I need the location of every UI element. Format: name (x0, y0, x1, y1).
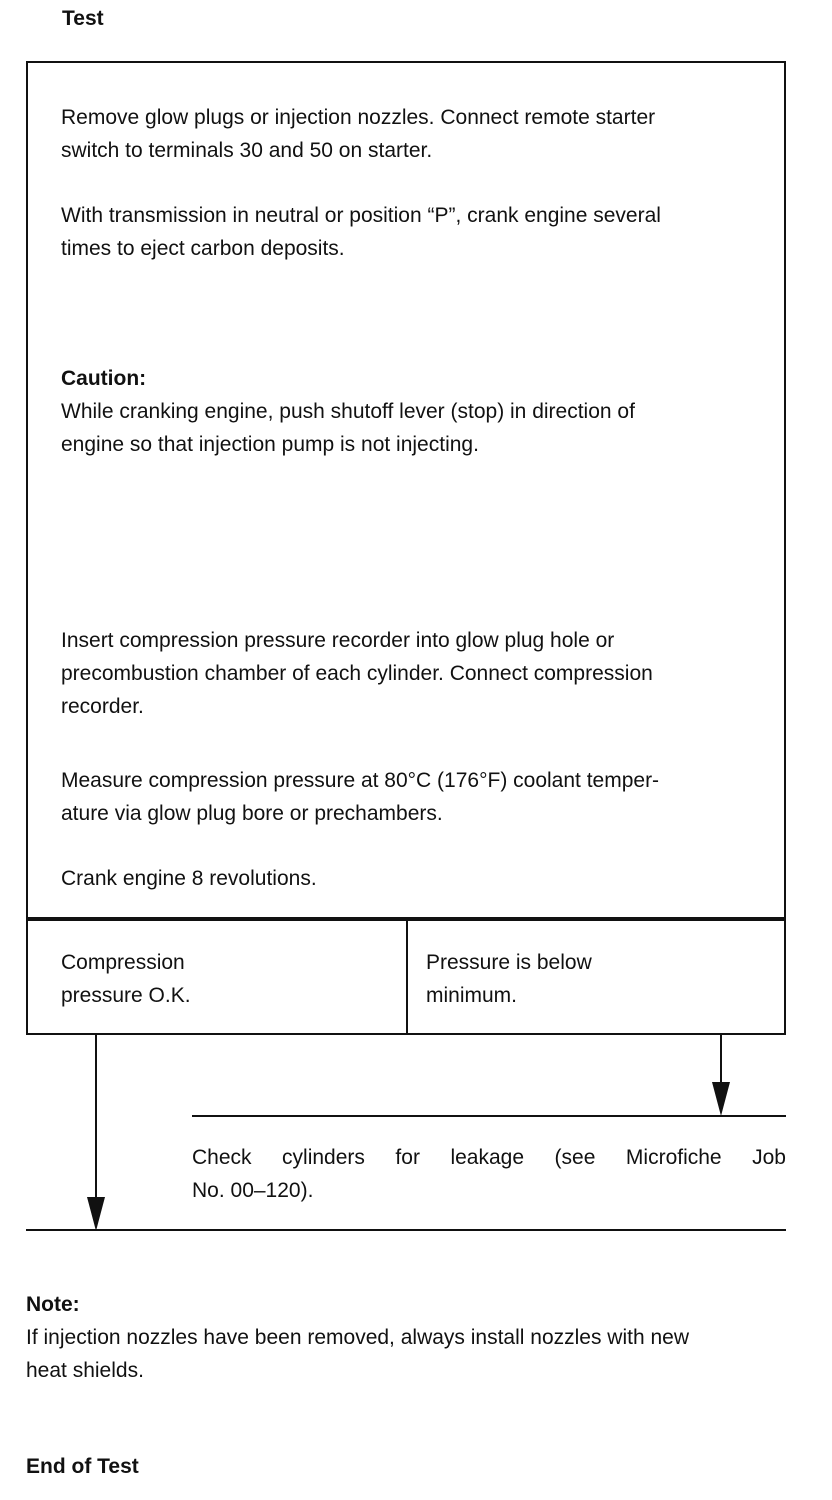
flow-line-low (720, 1035, 722, 1085)
step-crank-revolutions (61, 862, 766, 895)
flow-line-ok (95, 1035, 97, 1201)
step-text-line: recorder. (61, 695, 144, 718)
end-divider (26, 1229, 786, 1231)
note-text-line: heat shields. (26, 1359, 144, 1382)
remedy-top-divider (192, 1115, 786, 1117)
caution-block (61, 362, 766, 461)
result-pressure-ok-text (61, 946, 191, 1012)
step-measure-pressure (61, 764, 766, 830)
step-remove-glow-plugs (61, 101, 766, 167)
result-pressure-low (406, 919, 786, 1035)
result-pressure-low-text (426, 946, 592, 1012)
step-insert-recorder (61, 624, 766, 723)
caution-text-line: While cranking engine, push shutoff lever (stop) in direction of (61, 400, 635, 423)
caution-label: Caution: (61, 367, 147, 390)
step-text-line: With transmission in neutral or position “P”, crank engine several (61, 204, 661, 227)
step-text-line: Measure compression pressure at 80°C (176°F) coolant temper- (61, 769, 660, 792)
page-title: Test (62, 7, 104, 30)
step-text-line: Remove glow plugs or injection nozzles. Connect remote starter (61, 106, 656, 129)
end-of-test-label: End of Test (26, 1455, 139, 1478)
remedy-line-2: No. 00–120). (192, 1179, 314, 1202)
arrow-down-icon (712, 1082, 730, 1116)
step-crank-engine (61, 199, 766, 265)
result-text-line: Pressure is below (426, 951, 592, 974)
note-block (26, 1288, 796, 1387)
arrow-down-icon (87, 1197, 105, 1231)
result-text-line: pressure O.K. (61, 984, 191, 1007)
result-pressure-ok (26, 919, 408, 1035)
note-text-line: If injection nozzles have been removed, always install nozzles with new (26, 1326, 690, 1349)
remedy-line-1: Check cylinders for leakage (see Microfiche Job (192, 1146, 786, 1169)
step-text-line: times to eject carbon deposits. (61, 237, 345, 260)
step-text-line: precombustion chamber of each cylinder. Connect compression (61, 662, 653, 685)
result-text-line: Compression (61, 951, 185, 974)
result-text-line: minimum. (426, 984, 518, 1007)
step-text-line: Crank engine 8 revolutions. (61, 867, 317, 890)
caution-text-line: engine so that injection pump is not injecting. (61, 433, 479, 456)
step-text-line: switch to terminals 30 and 50 on starter. (61, 139, 433, 162)
step-text-line: Insert compression pressure recorder into glow plug hole or (61, 629, 615, 652)
step-text-line: ature via glow plug bore or prechambers. (61, 802, 443, 825)
note-label: Note: (26, 1293, 80, 1316)
